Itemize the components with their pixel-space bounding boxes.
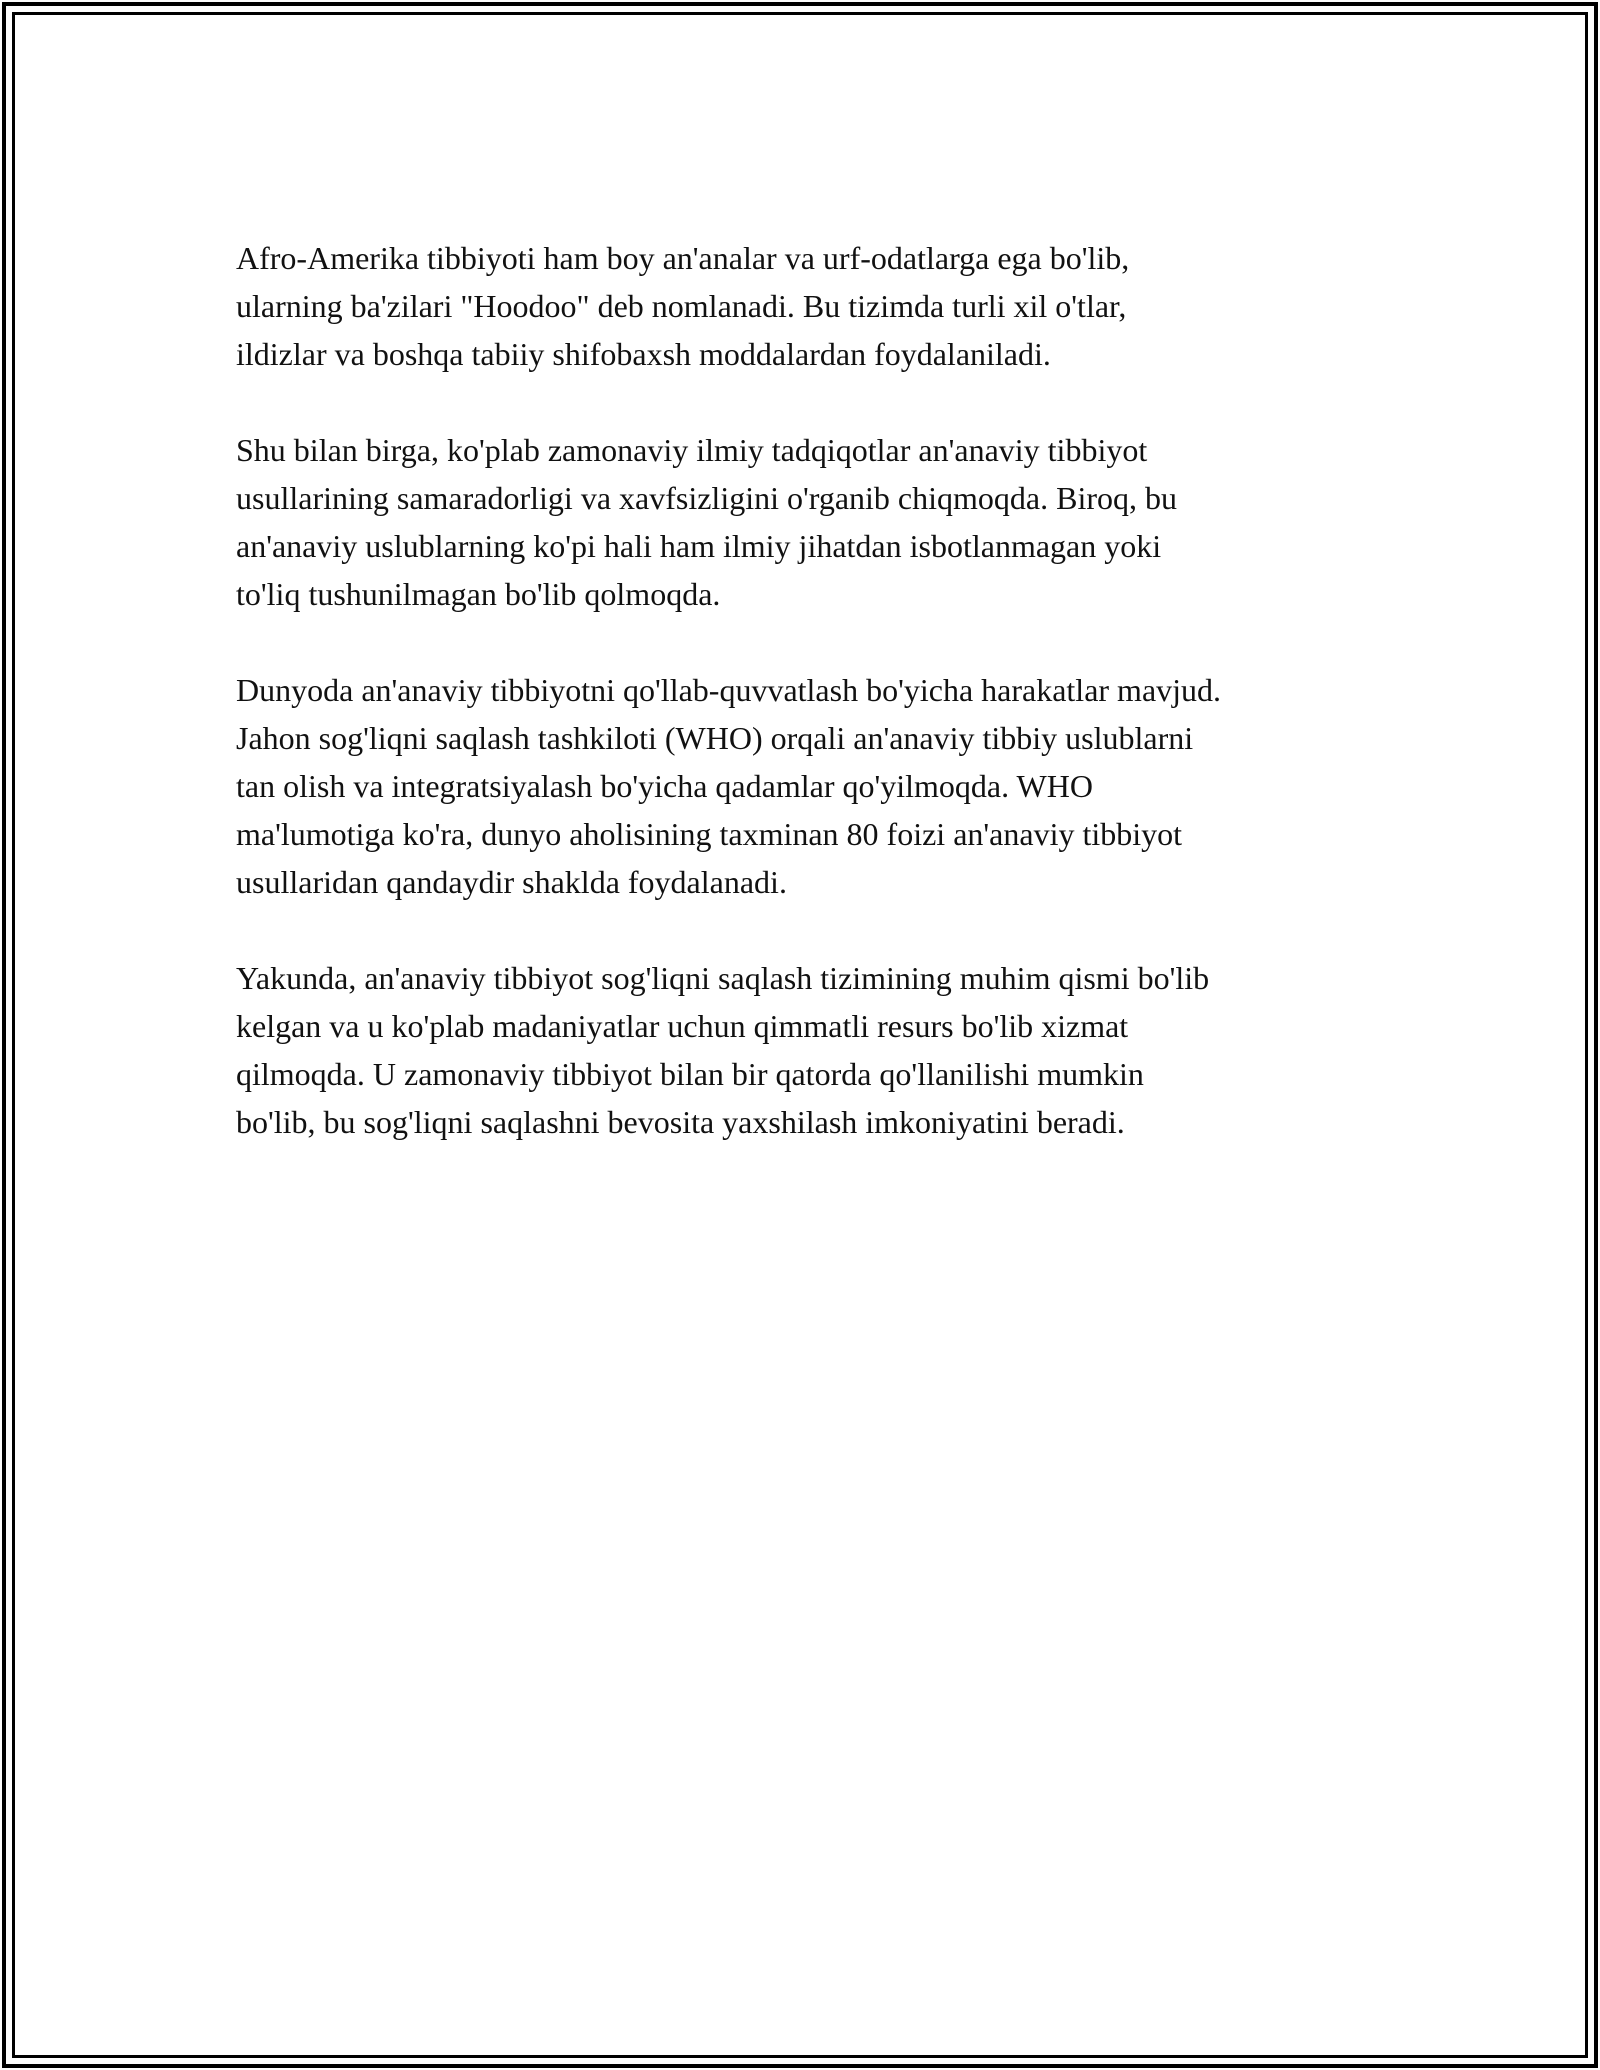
text-line: tan olish va integratsiyalash bo'yicha qadamlar qo'yilmoqda. WHO [236,768,1093,804]
text-line: ma'lumotiga ko'ra, dunyo aholisining taxminan 80 foizi an'anaviy tibbiyot [236,816,1183,852]
paragraph-2 [236,426,1376,618]
paragraph-3 [236,666,1376,906]
text-line: ularning ba'zilari "Hoodoo" deb nomlanadi. Bu tizimda turli xil o'tlar, [236,288,1127,324]
text-line: Shu bilan birga, ko'plab zamonaviy ilmiy tadqiqotlar an'anaviy tibbiyot [236,432,1148,468]
document-body [236,234,1376,1194]
paragraph-4 [236,954,1376,1146]
text-line: usullaridan qandaydir shaklda foydalanadi. [236,864,787,900]
text-line: usullarining samaradorligi va xavfsizligini o'rganib chiqmoqda. Biroq, bu [236,480,1177,516]
text-line: qilmoqda. U zamonaviy tibbiyot bilan bir qatorda qo'llanilishi mumkin [236,1056,1144,1092]
text-line: Afro-Amerika tibbiyoti ham boy an'analar va urf-odatlarga ega bo'lib, [236,240,1130,276]
text-line: Jahon sog'liqni saqlash tashkiloti (WHO) orqali an'anaviy tibbiy uslublarni [236,720,1194,756]
text-line: bo'lib, bu sog'liqni saqlashni bevosita yaxshilash imkoniyatini beradi. [236,1104,1125,1140]
text-line: Dunyoda an'anaviy tibbiyotni qo'llab-quvvatlash bo'yicha harakatlar mavjud. [236,672,1222,708]
text-line: Yakunda, an'anaviy tibbiyot sog'liqni saqlash tizimining muhim qismi bo'lib [236,960,1210,996]
text-line: to'liq tushunilmagan bo'lib qolmoqda. [236,576,721,612]
paragraph-1 [236,234,1376,378]
text-line: an'anaviy uslublarning ko'pi hali ham ilmiy jihatdan isbotlanmagan yoki [236,528,1162,564]
text-line: kelgan va u ko'plab madaniyatlar uchun qimmatli resurs bo'lib xizmat [236,1008,1129,1044]
text-line: ildizlar va boshqa tabiiy shifobaxsh moddalardan foydalaniladi. [236,336,1051,372]
